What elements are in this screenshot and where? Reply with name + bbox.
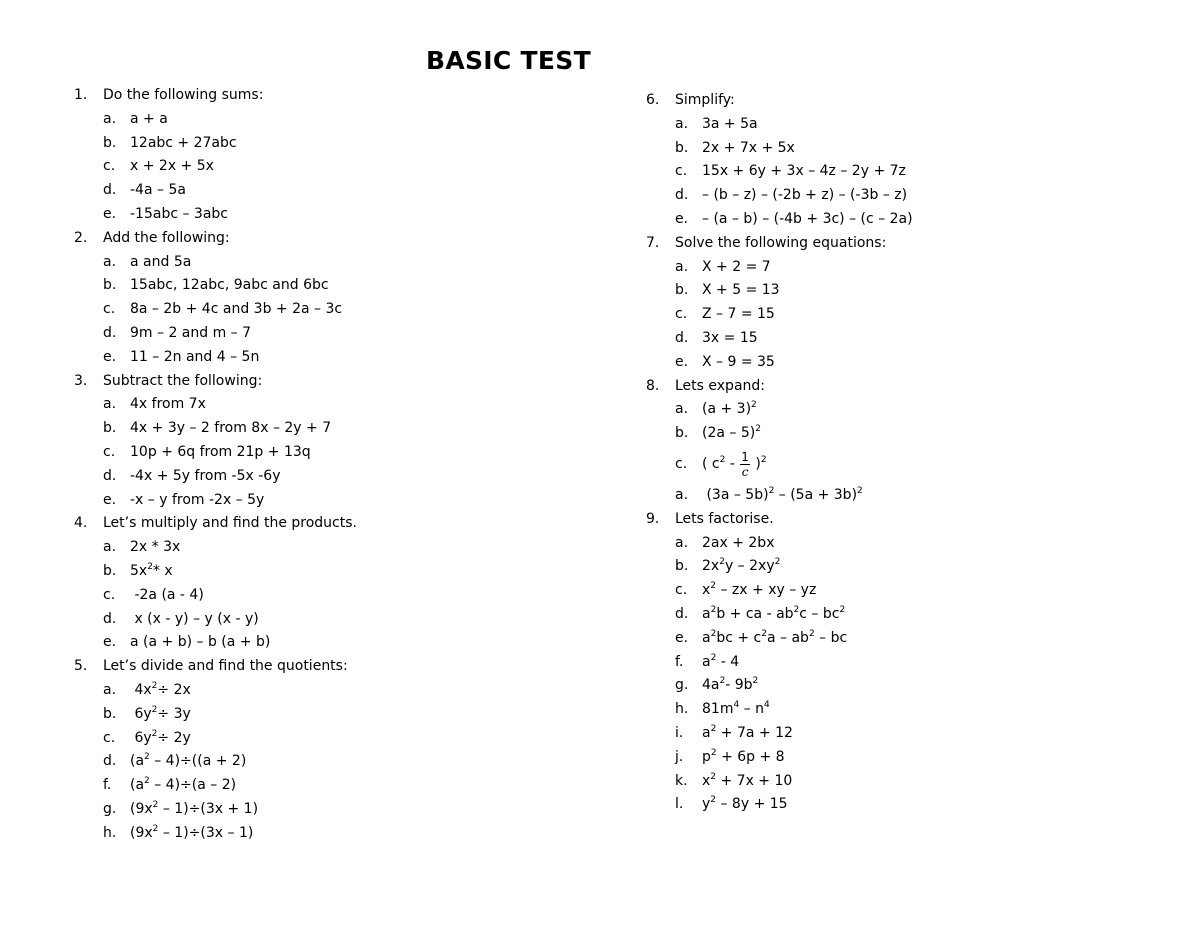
sub-question [675, 627, 1166, 651]
sub-question [675, 746, 1166, 770]
question-text: Lets factorise. [675, 510, 774, 527]
sub-question-letter: e. [103, 348, 117, 365]
sub-question-text: 12abc + 27abc [130, 134, 237, 151]
sub-question-letter: d. [103, 753, 117, 770]
sub-question-text: -4x + 5y from -5x -6y [130, 467, 281, 484]
sub-question [103, 417, 594, 441]
sub-question [103, 108, 594, 132]
sub-question-text: X + 5 = 13 [702, 282, 780, 299]
sub-question [675, 279, 1166, 303]
sub-question-letter: c. [103, 158, 116, 175]
sub-question-text: 15x + 6y + 3x – 4z – 2y + 7z [702, 163, 906, 180]
question-heading [646, 508, 1166, 532]
sub-question-text: a + a [130, 110, 168, 127]
sub-question-text: $p^2 + 6p + 8$ [702, 747, 785, 765]
sub-question [103, 179, 594, 203]
sub-question-letter: d. [103, 467, 117, 484]
sub-question-text: $x^2 + 7x + 10$ [702, 771, 793, 789]
question-number: 6. [646, 92, 660, 108]
sub-question-text: 4x + 3y – 2 from 8x – 2y + 7 [130, 420, 332, 437]
sub-question-text: $6y^2\div 2y$ [130, 728, 191, 746]
sub-question-list [103, 108, 594, 227]
sub-question [675, 793, 1166, 817]
sub-question [103, 727, 594, 751]
sub-question [103, 251, 594, 275]
sub-question-letter: e. [103, 205, 117, 222]
sub-question [675, 256, 1166, 280]
sub-question-letter: c. [675, 582, 688, 599]
question-item [646, 508, 1166, 817]
sub-question-letter: b. [103, 277, 117, 294]
question-number: 8. [646, 377, 660, 394]
sub-question-letter: a. [103, 110, 117, 127]
sub-question-text: 9m – 2 and m – 7 [130, 324, 252, 341]
question-text: Simplify: [675, 92, 735, 108]
question-item [646, 232, 1166, 375]
sub-question-letter: j. [675, 748, 684, 765]
sub-question [103, 822, 594, 846]
sub-question-list [675, 398, 1166, 507]
sub-question-letter: h. [675, 701, 689, 718]
sub-question-letter: a. [675, 401, 689, 418]
sub-question-text: -4a – 5a [130, 182, 186, 199]
sub-question-text: $(3a - 5b)^2 - (5a + 3b)^2$ [702, 485, 863, 503]
fraction-prefix: ( $c^2$ - [702, 455, 740, 473]
sub-question-text: -15abc – 3abc [130, 205, 228, 222]
question-heading [646, 375, 1166, 399]
sub-question-text: -x – y from -2x – 5y [130, 491, 265, 508]
sub-question-letter: i. [675, 724, 684, 741]
sub-question-text: a and 5a [130, 253, 192, 270]
sub-question-list [675, 113, 1166, 232]
sub-question-letter: b. [675, 139, 689, 156]
sub-question-list [103, 251, 594, 370]
sub-question-letter: b. [103, 134, 117, 151]
sub-question-letter: a. [103, 539, 117, 556]
sub-question-text: $2x^2y - 2xy^2$ [702, 557, 781, 575]
sub-question-letter: c. [103, 586, 116, 603]
sub-question-letter: e. [103, 491, 117, 508]
question-number: 1. [74, 87, 88, 103]
sub-question-letter: g. [675, 677, 689, 694]
sub-question-letter: e. [675, 629, 689, 646]
sub-question-letter: b. [675, 282, 689, 299]
sub-question [103, 536, 594, 560]
sub-question-text: $(a^2 - 4)\div((a + 2)$ [130, 752, 247, 770]
question-text: Let’s multiply and find the products. [103, 515, 357, 532]
sub-question [675, 579, 1166, 603]
sub-question [103, 346, 594, 370]
sub-question-text: x (x - y) – y (x - y) [130, 610, 259, 627]
question-text: Let’s divide and find the quotients: [103, 658, 348, 675]
sub-question-text: $a^2 + 7a + 12$ [702, 723, 793, 741]
question-heading [74, 512, 594, 536]
sub-question [103, 584, 594, 608]
sub-question-list [103, 393, 594, 512]
sub-question-text: 2ax + 2bx [702, 534, 775, 551]
question-item [74, 370, 594, 513]
sub-question-text: 11 – 2n and 4 – 5n [130, 348, 260, 365]
sub-question-letter: a. [103, 681, 117, 698]
sub-question-letter: a. [103, 396, 117, 413]
sub-question-text: $a^2b$ + ca - $ab^2c - bc^2$ [702, 604, 846, 622]
sub-question-letter: d. [675, 605, 689, 622]
sub-question [103, 703, 594, 727]
sub-question-text: 8a – 2b + 4c and 3b + 2a – 3c [130, 301, 343, 318]
question-heading [646, 89, 1166, 113]
sub-question-list [675, 532, 1166, 818]
sub-question-letter: d. [103, 182, 117, 199]
sub-question [103, 441, 594, 465]
fraction-suffix: )$^2$ [750, 455, 767, 473]
sub-question [103, 750, 594, 774]
sub-question-text: $(9x^2 - 1)\div(3x + 1)$ [130, 799, 259, 817]
sub-question-letter: g. [103, 800, 117, 817]
question-text: Subtract the following: [103, 372, 263, 389]
sub-question [675, 484, 1166, 508]
question-item [74, 655, 594, 845]
sub-question-list [103, 679, 594, 846]
sub-question-letter: b. [103, 420, 117, 437]
sub-question-text: (2a – 5)$^2$ [702, 424, 761, 442]
sub-question [103, 774, 594, 798]
question-item [74, 512, 594, 655]
sub-question [675, 208, 1166, 232]
question-text: Solve the following equations: [675, 234, 887, 251]
sub-question [103, 155, 594, 179]
sub-question-text: $(a^2 - 4)\div(a - 2)$ [130, 776, 237, 794]
sub-question-text: $4x^2\div 2x$ [130, 680, 191, 698]
sub-question-text: $y^2 - 8y + 15$ [702, 795, 788, 813]
sub-question-text: $6y^2\div 3y$ [130, 704, 191, 722]
sub-question-letter: f. [675, 653, 684, 670]
sub-question-letter: e. [103, 634, 117, 651]
question-item [646, 89, 1166, 232]
question-heading [74, 227, 594, 251]
sub-question-text: $a^2bc + c^2a - ab^2$ – bc [702, 628, 848, 646]
sub-question [675, 160, 1166, 184]
sub-question [103, 489, 594, 513]
sub-question-letter: a. [675, 486, 689, 503]
question-number: 4. [74, 515, 88, 532]
sub-question-text: Z – 7 = 15 [702, 306, 775, 323]
sub-question-text: $(a + 3)^2$ [702, 400, 757, 418]
question-heading [74, 370, 594, 394]
sub-question-text: $81m^4 - n^4$ [702, 700, 770, 718]
question-heading [74, 655, 594, 679]
sub-question-text: – (b – z) – (-2b + z) – (-3b – z) [702, 187, 908, 204]
page-title: BASIC TEST [426, 46, 591, 75]
sub-question [103, 465, 594, 489]
question-text: Do the following sums: [103, 87, 264, 103]
sub-question [103, 679, 594, 703]
sub-question-letter: f. [103, 777, 112, 794]
right-column [646, 89, 1166, 817]
sub-question [675, 446, 1166, 484]
sub-question-letter: a. [675, 534, 689, 551]
sub-question-text: X – 9 = 35 [702, 353, 775, 370]
sub-question-letter: c. [103, 443, 116, 460]
sub-question-text: $a^2 - 4$ [702, 652, 740, 670]
sub-question-letter: d. [675, 187, 689, 204]
sub-question [675, 722, 1166, 746]
sub-question-text: 15abc, 12abc, 9abc and 6bc [130, 277, 329, 294]
sub-question-letter: b. [103, 705, 117, 722]
left-column [74, 84, 594, 846]
sub-question [675, 113, 1166, 137]
sub-question-list [103, 536, 594, 655]
fraction [740, 450, 750, 479]
sub-question-text: -2a (a - 4) [130, 586, 204, 603]
sub-question [675, 398, 1166, 422]
sub-question [103, 608, 594, 632]
sub-question [103, 274, 594, 298]
sub-question-letter: a. [103, 253, 117, 270]
sub-question [675, 303, 1166, 327]
sub-question-text: 4x from 7x [130, 396, 206, 413]
sub-question-text: a (a + b) – b (a + b) [130, 634, 271, 651]
sub-question-letter: b. [103, 562, 117, 579]
sub-question-letter: b. [675, 425, 689, 442]
sub-question-letter: c. [675, 306, 688, 323]
sub-question-letter: d. [103, 610, 117, 627]
question-item [74, 84, 594, 227]
sub-question [675, 698, 1166, 722]
question-number: 5. [74, 658, 88, 675]
sub-question [675, 555, 1166, 579]
sub-question-letter: d. [103, 324, 117, 341]
sub-question-letter: l. [675, 796, 684, 813]
sub-question-letter: c. [103, 301, 116, 318]
question-text: Lets expand: [675, 377, 765, 394]
question-number: 9. [646, 510, 660, 527]
sub-question-text: 3a + 5a [702, 115, 758, 132]
sub-question-text: 2x * 3x [130, 539, 181, 556]
sub-question-text: 3x = 15 [702, 329, 758, 346]
sub-question-text: – (a – b) – (-4b + 3c) – (c – 2a) [702, 210, 913, 227]
sub-question-text: $4a^2-$ $9b^2$ [702, 676, 759, 694]
sub-question [675, 674, 1166, 698]
sub-question-text: $(9x^2 - 1)\div(3x - 1)$ [130, 823, 254, 841]
question-number: 2. [74, 229, 88, 246]
question-number: 7. [646, 234, 660, 251]
fraction-numerator: 1 [741, 450, 749, 465]
sub-question [675, 532, 1166, 556]
sub-question-list [675, 256, 1166, 375]
question-text: Add the following: [103, 229, 230, 246]
sub-question [103, 393, 594, 417]
sub-question [675, 651, 1166, 675]
sub-question-text: 2x + 7x + 5x [702, 139, 795, 156]
sub-question [103, 631, 594, 655]
sub-question-text: 10p + 6q from 21p + 13q [130, 443, 311, 460]
sub-question [675, 184, 1166, 208]
question-item [74, 227, 594, 370]
sub-question-letter: a. [675, 115, 689, 132]
sub-question-text: x + 2x + 5x [130, 158, 214, 175]
sub-question [103, 560, 594, 584]
sub-question-letter: e. [675, 210, 689, 227]
sub-question-letter: h. [103, 824, 117, 841]
sub-question-letter: a. [675, 258, 689, 275]
sub-question-letter: e. [675, 353, 689, 370]
sub-question [103, 298, 594, 322]
sub-question-letter: c. [675, 163, 688, 180]
sub-question-letter: c. [675, 456, 688, 473]
sub-question-letter: c. [103, 729, 116, 746]
sub-question [675, 770, 1166, 794]
sub-question [675, 603, 1166, 627]
sub-question [675, 137, 1166, 161]
sub-question-letter: b. [675, 558, 689, 575]
sub-question [675, 327, 1166, 351]
question-item [646, 375, 1166, 508]
sub-question-text: X + 2 = 7 [702, 258, 771, 275]
sub-question-text: $5x^2*$ x [130, 561, 173, 579]
fraction-expression [702, 450, 767, 479]
sub-question-letter: k. [675, 772, 688, 789]
sub-question-text: $x^2$ – zx + xy – yz [702, 581, 817, 599]
sub-question [103, 203, 594, 227]
question-number: 3. [74, 372, 88, 389]
sub-question [103, 798, 594, 822]
question-heading [74, 84, 594, 108]
sub-question-letter: d. [675, 329, 689, 346]
sub-question [675, 351, 1166, 375]
question-heading [646, 232, 1166, 256]
fraction-denominator: c [741, 465, 749, 480]
sub-question [675, 422, 1166, 446]
sub-question [103, 132, 594, 156]
sub-question [103, 322, 594, 346]
